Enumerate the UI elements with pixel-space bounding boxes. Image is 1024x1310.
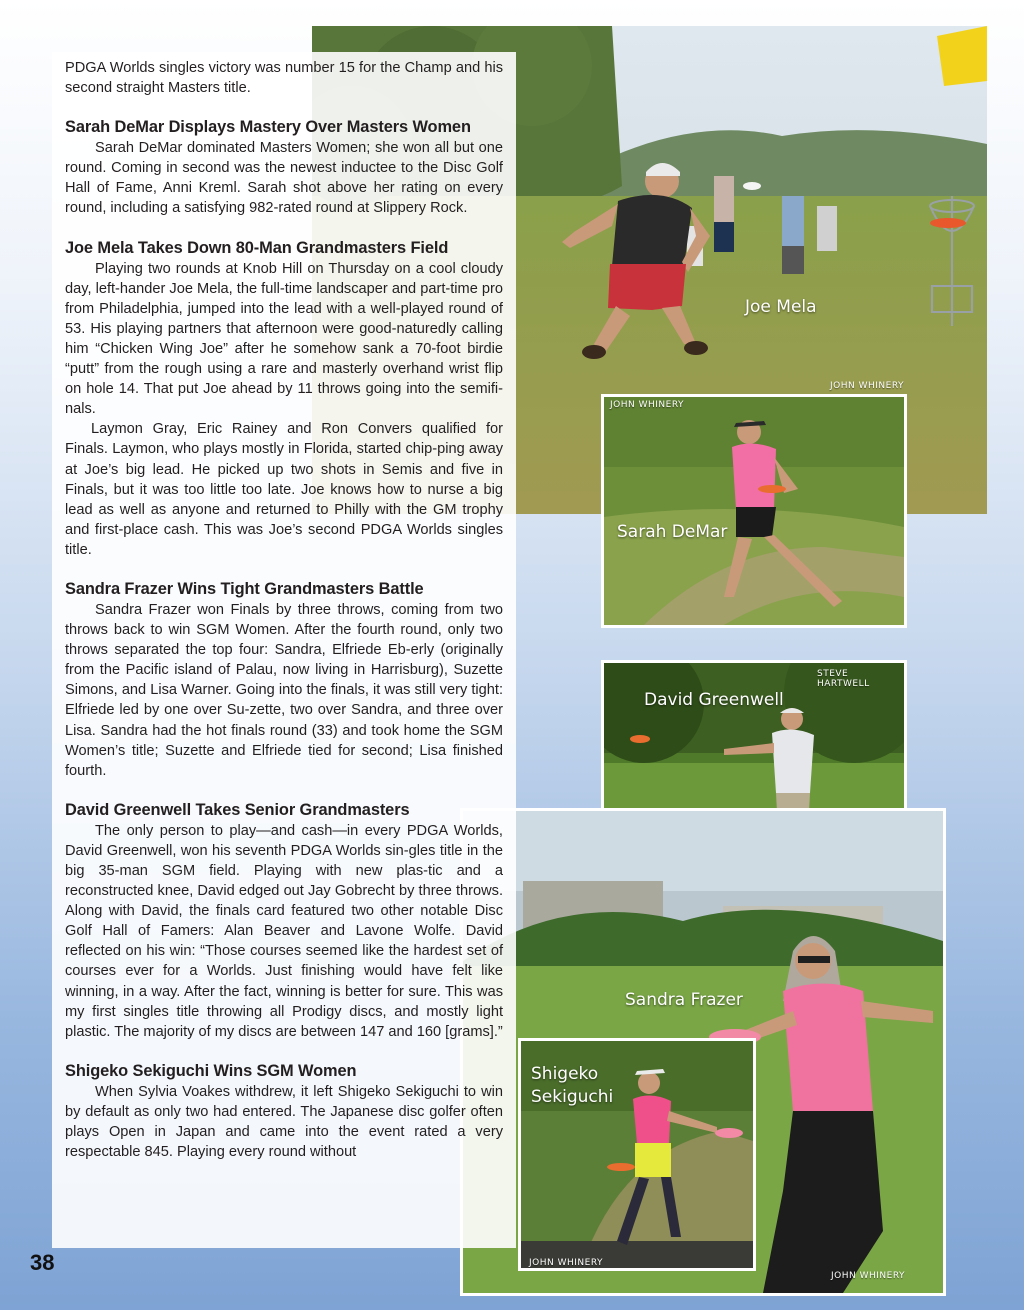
photo-credit-sarah: JOHN WHINERY [610, 400, 685, 410]
photo-caption-shigeko: Shigeko Sekiguchi [531, 1064, 614, 1107]
section-heading-sarah: Sarah DeMar Displays Mastery Over Masters Women [65, 118, 471, 137]
section-paragraph: Playing two rounds at Knob Hill on Thursday on a cool cloudy day, left-hander Joe Mela, the full-time landscaper and part-time pro from Philadelphia, jumped into the lead with a well-played round of 53. His playing partners that afternoon were good-naturedly calling him “Chicken Wing Joe” after he somehow sank a 70-foot birdie “putt” from the rough using a rare and masterly overhand wrist flip on hole 14. That put Joe ahead by 11 throws going into the semifi-nals. [65, 260, 503, 418]
page-number: 38 [30, 1250, 55, 1275]
article-intro: PDGA Worlds singles victory was number 15 for the Champ and his second straight Masters title. [65, 60, 503, 97]
photo-caption-david: David Greenwell [644, 690, 784, 710]
section-paragraph: Sandra Frazer won Finals by three throws, coming from two throws back to win SGM Women. After the fourth round, only two throws separated the top four: Sandra, Elfriede Eb-erly (originally from the Pacific island of Palau, now living in Harrisburg), Suzette Simons, and Lisa Warner. Going into the finals, it was still very tight: Elfriede led by one over Su-zette, two over Sandra, and three over Lisa. Sandra had the hot finals round (33) and took home the SGM Women’s title; Suzette and Elfriede tied for second; Lisa finished fourth. [65, 601, 503, 779]
section-heading-david: David Greenwell Takes Senior Grandmasters [65, 800, 410, 819]
section-heading-sandra: Sandra Frazer Wins Tight Grandmasters Battle [65, 579, 424, 598]
section-paragraph: Sarah DeMar dominated Masters Women; she won all but one round. Coming in second was the newest inductee to the Disc Golf Hall of Fame, Anni Kreml. Sarah shot above her rating on every round, including a satisfying 982-rated round at Slippery Rock. [65, 140, 503, 217]
section-heading-shigeko: Shigeko Sekiguchi Wins SGM Women [65, 1061, 357, 1080]
section-paragraph: Laymon Gray, Eric Rainey and Ron Convers qualified for Finals. Laymon, who plays mostly in Florida, started chip-ping away at Joe’s big lead. He picked up two shots in Semis and five in Finals, but it was too little too late. Joe knows how to nurse a big lead as well as anyone and returned to Philly with the GM trophy and first-place cash. This was Joe’s second PDGA Worlds singles title. [65, 421, 503, 558]
article-text-column [52, 52, 516, 1248]
photo-credit-sandra: JOHN WHINERY [831, 1271, 906, 1281]
photo-sarah-demar [601, 394, 907, 628]
photo-credit-shigeko: JOHN WHINERY [529, 1258, 604, 1268]
sarah-demar-scene [604, 397, 904, 625]
photo-caption-sandra: Sandra Frazer [625, 990, 743, 1010]
photo-credit-david: STEVE HARTWELL [817, 669, 870, 689]
photo-caption-joe: Joe Mela [745, 297, 817, 317]
section-paragraph: When Sylvia Voakes withdrew, it left Shigeko Sekiguchi to win by default as only two had entered. The Japanese disc golfer often plays Open in Japan and came into the event rated a very respectable 845. Playing every round without [65, 1083, 503, 1161]
photo-credit-joe: JOHN WHINERY [830, 381, 905, 391]
section-paragraph: The only person to play—and cash—in every PDGA Worlds, David Greenwell, won his seventh PDGA Worlds sin-gles title in the big 35-man SGM field. Playing with new plas-tic and a reconstructed knee, David edged out Jay Gobrecht by three throws. Along with David, the finals card featured two other notable Disc Golf Hall of Famers: Alan Beaver and Lavone Wolfe. David reflected on his win: “Those courses seemed like the hardest set of courses ever for a Worlds. Just finishing would have felt like winning, in a way. After the fact, winning is better for sure. This was my first singles title throwing all Prodigy discs, and mostly light plastic. The majority of my discs are between 147 and 160 [grams].” [65, 822, 503, 1040]
photo-shigeko-sekiguchi [518, 1038, 756, 1271]
photo-caption-sarah: Sarah DeMar [617, 522, 728, 542]
section-heading-joe: Joe Mela Takes Down 80-Man Grandmasters Field [65, 238, 449, 257]
